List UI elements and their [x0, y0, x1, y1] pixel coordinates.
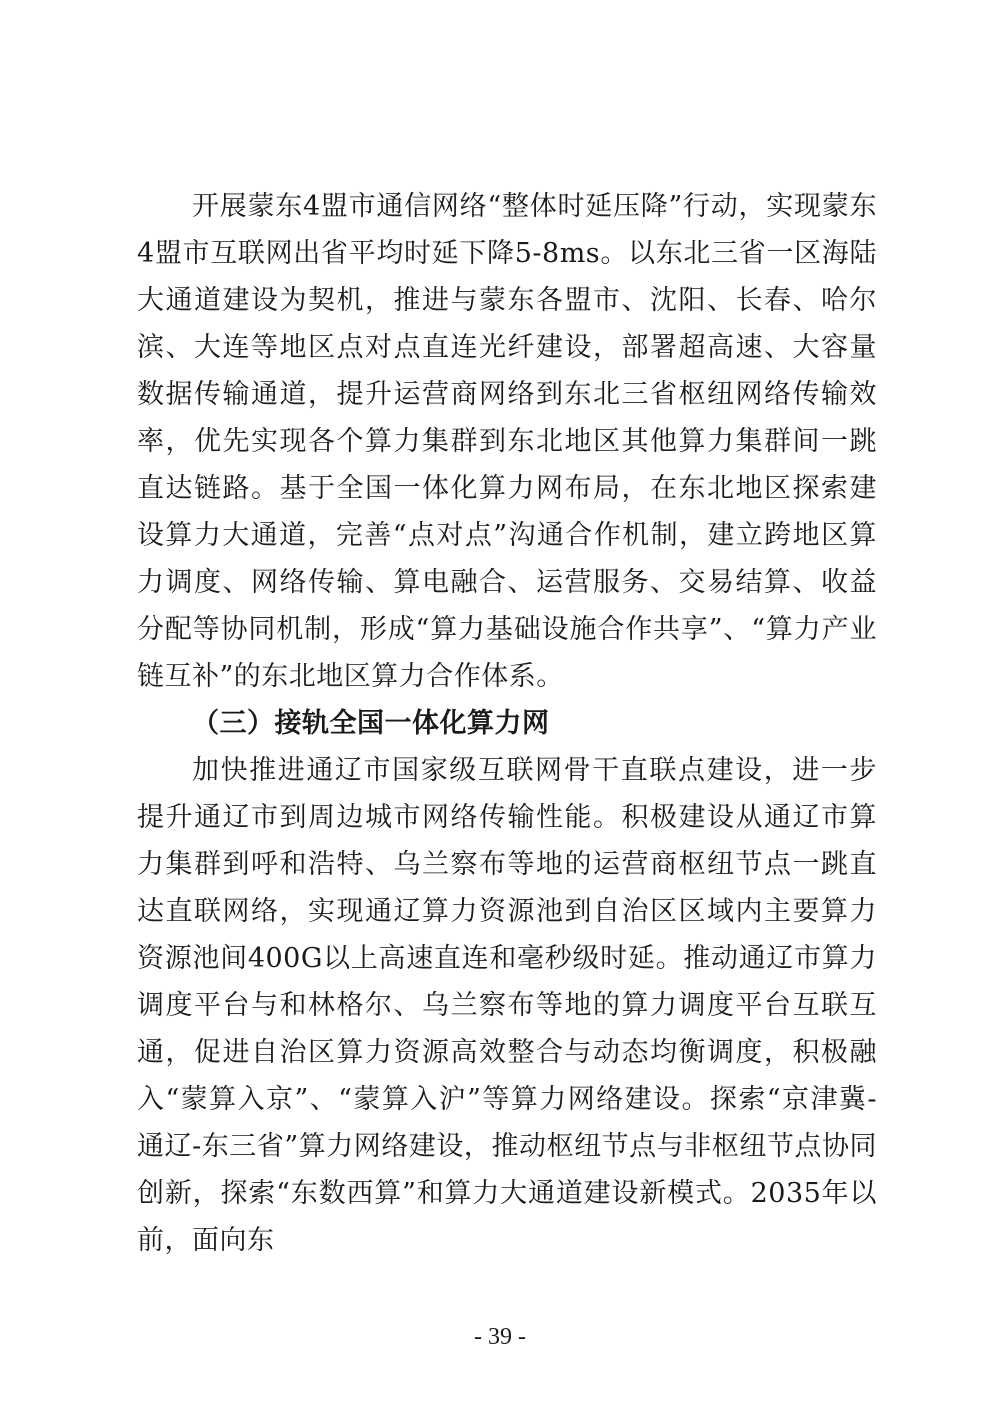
- paragraph-2: 加快推进通辽市国家级互联网骨干直联点建设，进一步提升通辽市到周边城市网络传输性能。积极建设从通辽市算力集群到呼和浩特、乌兰察布等地的运营商枢纽节点一跳直达直联网络，实现通辽算力资源池到自治区区域内主要算力资源池间400G以上高速直连和毫秒级时延。推动通辽市算力调度平台与和林格尔、乌兰察布等地的算力调度平台互联互通，促进自治区算力资源高效整合与动态均衡调度，积极融入“蒙算入京”、“蒙算入沪”等算力网络建设。探索“京津冀-通辽-东三省”算力网络建设，推动枢纽节点与非枢纽节点协同创新，探索“东数西算”和算力大通道建设新模式。2035年以前，面向东: [137, 755, 877, 1256]
- section-heading: （三）接轨全国一体化算力网: [192, 708, 550, 739]
- paragraph-1: 开展蒙东4盟市通信网络“整体时延压降”行动，实现蒙东4盟市互联网出省平均时延下降5-8ms。以东北三省一区海陆大通道建设为契机，推进与蒙东各盟市、沈阳、长春、哈尔滨、大连等地区点对点直连光纤建设，部署超高速、大容量数据传输通道，提升运营商网络到东北三省枢纽网络传输效率，优先实现各个算力集群到东北地区其他算力集群间一跳直达链路。基于全国一体化算力网布局，在东北地区探索建设算力大通道，完善“点对点”沟通合作机制，建立跨地区算力调度、网络传输、算电融合、运营服务、交易结算、收益分配等协同机制，形成“算力基础设施合作共享”、“算力产业链互补”的东北地区算力合作体系。: [137, 191, 877, 692]
- body-text: [137, 183, 877, 1264]
- page-number: - 39 -: [474, 1324, 526, 1350]
